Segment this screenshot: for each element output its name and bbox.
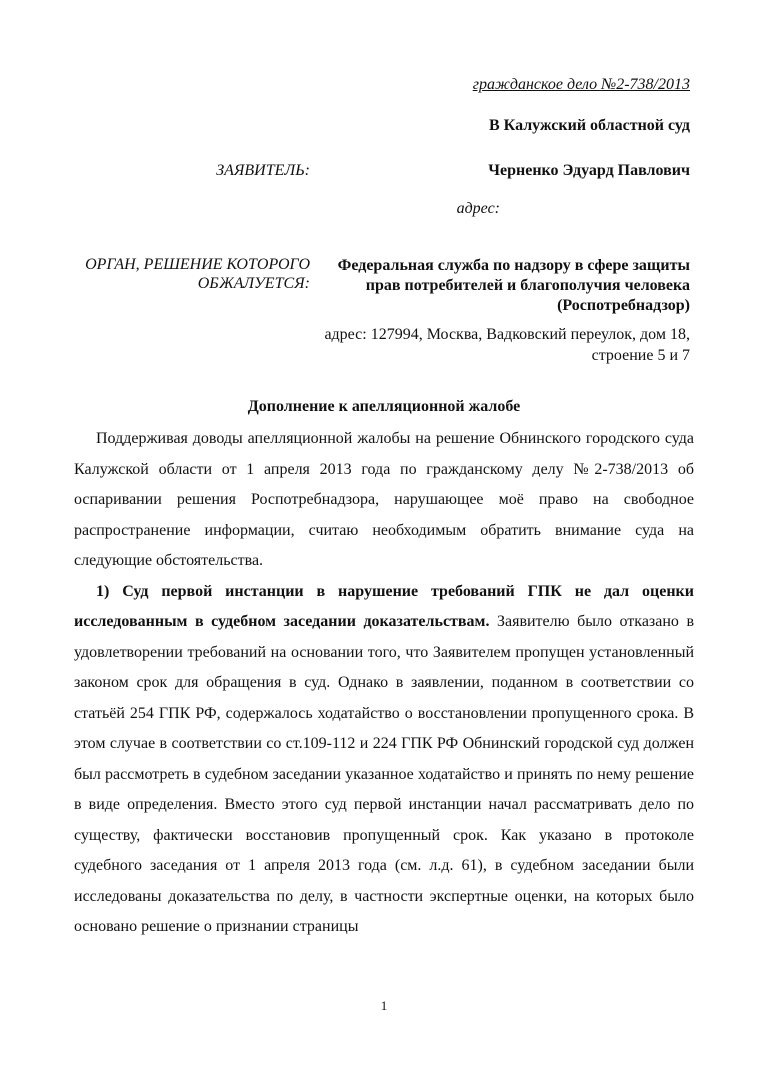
applicant-label: ЗАЯВИТЕЛЬ:	[216, 162, 310, 179]
applicant-name: Черненко Эдуард Павлович	[488, 162, 690, 179]
document-title: Дополнение к апелляционной жалобе	[247, 398, 521, 415]
organ-address: адрес: 127994, Москва, Вадковский переулок, дом 18, строение 5 и 7	[324, 326, 690, 364]
paragraph-2-text: Заявителю было отказано в удовлетворении требований на основании того, что Заявителем пропущен установленный законом срок для обращения в суд. Однако в заявлении, поданном в соответствии со статьёй 254 ГПК РФ, содержалось ходатайство о восстановлении пропущенного срока. В этом случае в соответствии со ст.109-112 и 224 ГПК РФ Обнинский городской суд должен был рассмотреть в судебном заседании указанное ходатайство и принять по нему решение в виде определения. Вместо этого суд первой инстанции начал рассматривать дело по существу, фактически восстановив пропущенный срок. Как указано в протоколе судебного заседания от 1 апреля 2013 года (см. л.д. 61), в судебном заседании были исследованы доказательства по делу, в частности экспертные оценки, на которых было основано решение о признании страницы	[74, 613, 694, 935]
organ-label: ОРГАН, РЕШЕНИЕ КОТОРОГО ОБЖАЛУЕТСЯ:	[85, 256, 310, 292]
paragraph-2	[74, 577, 694, 943]
page-number: 1	[380, 998, 388, 1013]
address-label: адрес:	[456, 200, 500, 217]
document-body	[74, 424, 694, 943]
paragraph-1: Поддерживая доводы апелляционной жалобы на решение Обнинского городского суда Калужской области от 1 апреля 2013 года по гражданскому делу №2-738/2013 об оспаривании решения Роспотребнадзора, нарушающее моё право на свободное распространение информации, считаю необходимым обратить внимание суда на следующие обстоятельства.	[74, 430, 694, 569]
paragraph-2-heading: 1) Суд первой инстанции в нарушение требований ГПК не дал оценки исследованным в судебном заседании доказательствам.	[74, 582, 694, 630]
organ-name: Федеральная служба по надзору в сфере защиты прав потребителей и благополучия человека (Роспотребнадзор)	[337, 257, 690, 314]
case-number: гражданское дело №2-738/2013	[472, 76, 690, 93]
court-addressee: В Калужский областной суд	[489, 117, 690, 134]
